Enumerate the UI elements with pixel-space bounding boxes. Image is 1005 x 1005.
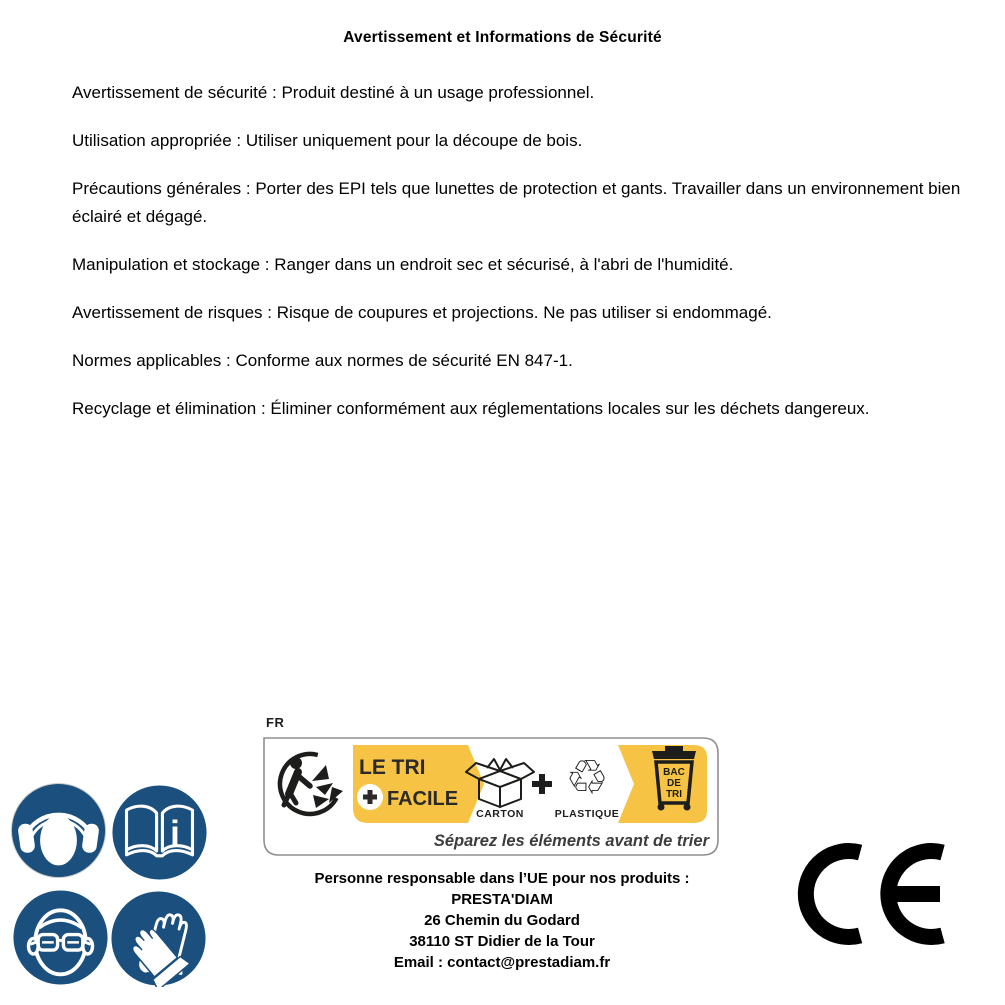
- fr-country-tag: FR: [266, 715, 285, 730]
- page-title: Avertissement et Informations de Sécurité: [343, 29, 662, 46]
- paragraph-standards: Normes applicables : Conforme aux normes de sécurité EN 847-1.: [72, 351, 573, 370]
- manual-i-glyph: i: [170, 814, 180, 854]
- ce-mark-icon: [791, 837, 955, 949]
- address-street: 26 Chemin du Godard: [424, 912, 580, 929]
- plastic-recycling-icon: ♲: [565, 752, 609, 805]
- ear-protection-icon: [10, 782, 107, 879]
- eye-protection-icon: [12, 889, 109, 986]
- responsible-line: Personne responsable dans l’UE pour nos produits :: [314, 870, 690, 887]
- address-city: 38110 ST Didier de la Tour: [409, 933, 595, 950]
- sorting-instructions-label: [263, 737, 719, 857]
- bin-text-line3: TRI: [665, 789, 683, 800]
- hand-protection-icon: [110, 890, 207, 987]
- plastique-label: PLASTIQUE: [554, 808, 620, 820]
- bin-text-line1: BAC: [663, 767, 685, 778]
- le-tri-text: LE TRI: [359, 756, 426, 779]
- company-name: PRESTA'DIAM: [451, 891, 553, 908]
- read-manual-icon: [111, 784, 208, 881]
- safety-paragraphs: [72, 79, 962, 443]
- paragraph-handling-storage: Manipulation et stockage : Ranger dans un endroit sec et sécurisé, à l'abri de l'humidité.: [72, 255, 734, 274]
- sorting-tagline: Séparez les éléments avant de trier: [433, 832, 709, 850]
- bin-text-line2: DE: [667, 778, 681, 789]
- paragraph-appropriate-use: Utilisation appropriée : Utiliser uniquement pour la découpe de bois.: [72, 131, 583, 150]
- paragraph-risk-warning: Avertissement de risques : Risque de coupures et projections. Ne pas utiliser si endommagé.: [72, 303, 772, 322]
- paragraph-general-precautions: Précautions générales : Porter des EPI tels que lunettes de protection et gants. Travailler dans un environnement bien éclairé et dégagé.: [72, 179, 961, 226]
- paragraph-recycling: Recyclage et élimination : Éliminer conformément aux réglementations locales sur les déchets dangereux.: [72, 399, 870, 418]
- responsible-person-block: [202, 868, 802, 973]
- paragraph-safety-warning: Avertissement de sécurité : Produit destiné à un usage professionnel.: [72, 83, 595, 102]
- facile-text: FACILE: [387, 788, 459, 810]
- contact-email: Email : contact@prestadiam.fr: [393, 954, 611, 971]
- carton-label: CARTON: [476, 808, 524, 820]
